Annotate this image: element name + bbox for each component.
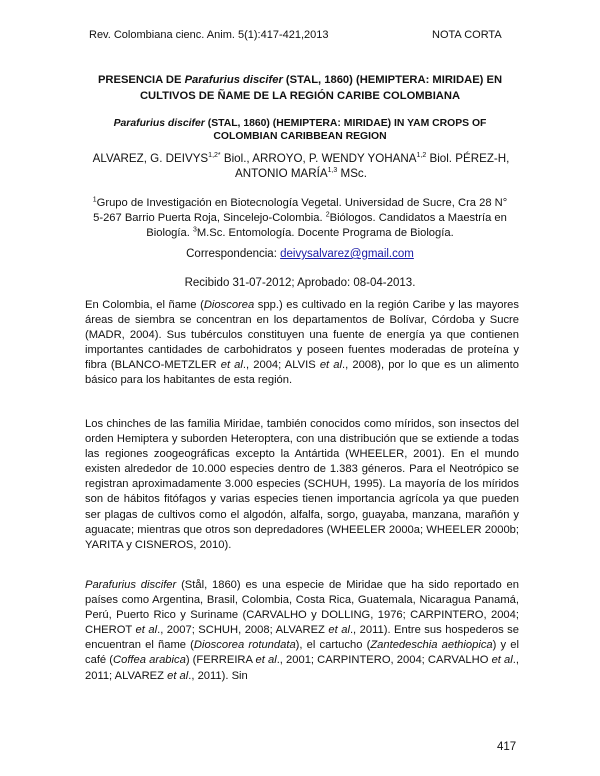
email-link[interactable]: deivysalvarez@gmail.com	[280, 248, 414, 260]
author-name: PÉREZ-H, ANTONIO MARÍA	[235, 152, 510, 180]
author-name: ALVAREZ, G. DEIVYS	[92, 152, 209, 165]
correspondence: Correspondencia: deivysalvarez@gmail.com	[186, 248, 414, 260]
received-approved-dates: Recibido 31-07-2012; Aprobado: 08-04-2013.	[184, 277, 416, 289]
english-title-species: Parafurius discifer	[113, 118, 205, 129]
affiliations: $^1$Grupo de Investigación en Biotecnología Vegetal. Universidad de Sucre, Cra 28 N° 5-267 Barrio Puerta Roja, Sincelejo-Colombia. $^2$Biólogos. Candidatos a Maestría en Biología. $^3$M.Sc. Entomología. Docente Programa de Biología.	[92, 196, 508, 239]
article-title: PRESENCIA DE Parafurius discifer (STAL, 1860) (HEMIPTERA: MIRIDAE) EN CULTIVOS DE ÑAME DE LA REGIÓN CARIBE COLOMBIANA	[97, 74, 503, 102]
title-species: Parafurius discifer	[184, 74, 283, 86]
section-label: NOTA CORTA	[432, 29, 502, 41]
paragraph-3: Parafurius discifer (Stål, 1860) es una especie de Miridae que ha sido reportado en países como Argentina, Brasil, Colombia, Costa Rica, Guatemala, Nicaragua Panamá, Perú, Puerto Rico y Suriname (CARVALHO y DOLLING, 1976; CARPINTERO, 2004; CHEROT et al., 2007; SCHUH, 2008; ALVAREZ et al., 2011). Entre sus hospederos se encuentran el ñame (Dioscorea rotundata), el cartucho (Zantedeschia aethiopica) y el café (Coffea arabica) (FERREIRA et al., 2001; CARPINTERO, 2004; CARVALHO et al., 2011; ALVAREZ et al., 2011). Sin	[85, 579, 519, 682]
author-list: ALVAREZ, G. $DEIVYS^{1,2*}$ Biol., ARROYO, P. WENDY YOHANA$^{1,2}$ Biol. PÉREZ-H, ANTONIO MARÍA$^{1,3}$ MSc.	[92, 152, 510, 180]
page-number: 417	[497, 741, 517, 753]
author-name: ARROYO, P. WENDY YOHANA	[252, 152, 417, 165]
paragraph-1: En Colombia, el ñame (Dioscorea spp.) es cultivado en la región Caribe y las mayores áreas de siembra se concentran en los departamentos de Bolívar, Córdoba y Sucre (MADR, 2004). Sus tubérculos constituyen una fuente de energía ya que contienen importantes cantidades de carbohidratos y poseen fuentes moderadas de proteína y fibra (BLANCO-METZLER et al., 2004; ALVIS et al., 2008), por lo que es un alimento básico para los habitantes de esta región.	[85, 299, 519, 387]
paragraph-2: Los chinches de las familia Miridae, también conocidos como míridos, son insectos del orden Hemiptera y suborden Heteroptera, con una distribución que se extiende a todas las regiones zoogeográficas excepto la Antártida (WHEELER, 2001). En el mundo existen alrededor de 10.000 especies dentro de 1.383 géneros. Para el Neotrópico se registran aproximadamente 3.000 especies (SCHUH, 1995). La mayoría de los míridos son de hábitos fitófagos y varias especies tienen importancia agrícola ya que pueden ser plagas de cultivos como el algodón, alfalfa, sorgo, guayaba, manzana, marañón y aguacate; mientras que otros son depredadores (WHEELER 2000a; WHEELER 2000b; YARITA y CISNEROS, 2010).	[85, 418, 519, 551]
journal-citation: Rev. Colombiana cienc. Anim. 5(1):417-421,2013	[89, 29, 329, 41]
english-title: Parafurius discifer (STAL, 1860) (HEMIPTERA: MIRIDAE) IN YAM CROPS OF COLOMBIAN CARIBBEAN REGION	[113, 118, 487, 142]
